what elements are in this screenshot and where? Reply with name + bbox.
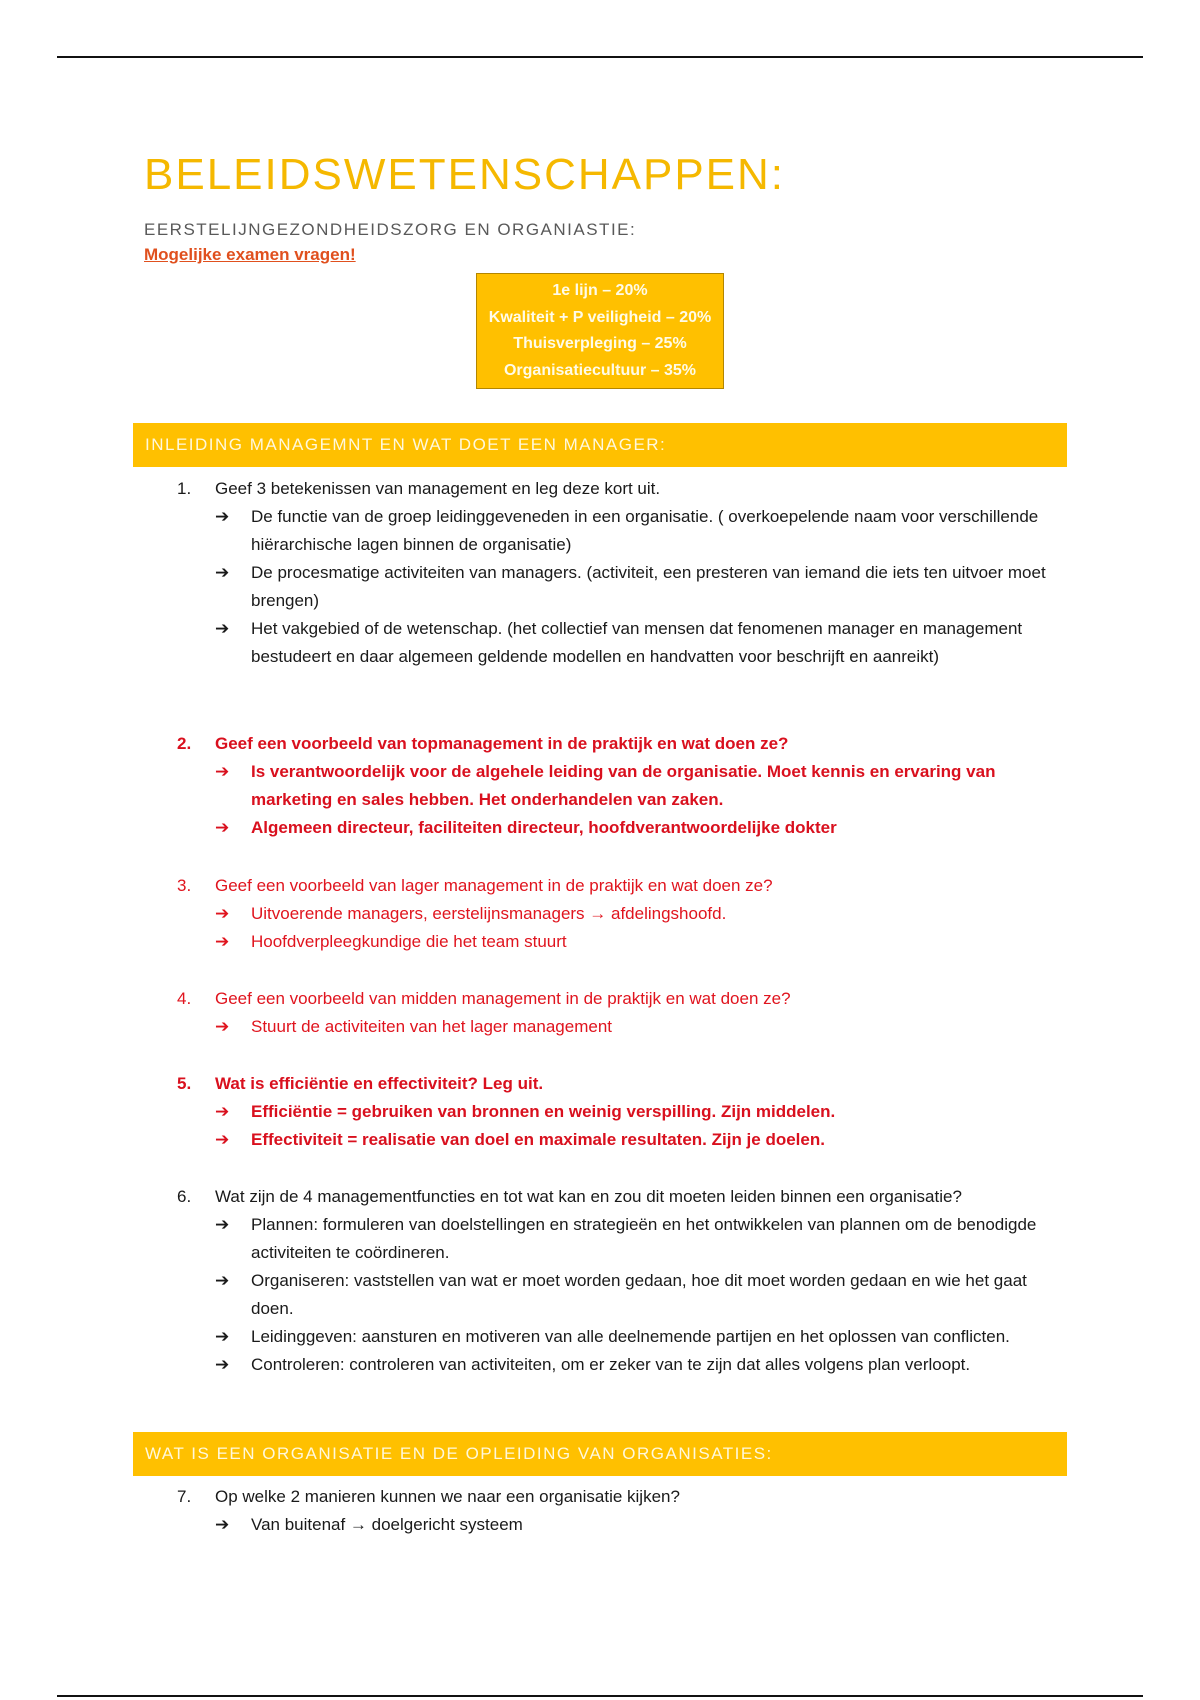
answer-text: Organiseren: vaststellen van wat er moet worden gedaan, hoe dit moet worden gedaan en wie het gaat doen. [251, 1271, 1027, 1318]
question-text: Geef een voorbeeld van midden management in de praktijk en wat doen ze? [215, 989, 791, 1008]
arrow-right-icon: ➔ [215, 1130, 230, 1149]
weight-item: Thuisverpleging – 25% [513, 335, 687, 353]
answer-text: De functie van de groep leidinggeveneden in een organisatie. ( overkoepelende naam voor verschillende hiërarchische lagen binnen de organisatie) [251, 507, 1039, 554]
answer-bullet [215, 758, 1071, 814]
arrow-right-icon: ➔ [215, 1327, 230, 1346]
answer-text: Van buitenaf → doelgericht systeem [251, 1515, 523, 1534]
answer-bullet [215, 503, 1071, 559]
arrow-right-icon: ➔ [215, 507, 230, 526]
question-item [177, 1183, 1085, 1379]
answer-bullet [215, 1267, 1071, 1323]
bottom-rule [57, 1695, 1143, 1697]
arrow-right-icon: ➔ [215, 1355, 230, 1374]
question-item [177, 730, 1085, 842]
arrow-right-icon: ➔ [215, 762, 230, 781]
answer-list [177, 1098, 1085, 1154]
answer-text: Het vakgebied of de wetenschap. (het collectief van mensen dat fenomenen manager en management bestudeert en daar algemeen geldende modellen en handvatten voor beschrijft en aanreikt) [251, 619, 1023, 666]
section-heading: INLEIDING MANAGEMNT EN WAT DOET EEN MANAGER: [133, 423, 1067, 467]
answer-bullet [215, 1351, 1071, 1379]
arrow-right-icon: ➔ [215, 1271, 230, 1290]
arrow-right-icon: ➔ [215, 932, 230, 951]
answer-bullet [215, 928, 1071, 956]
answer-list [177, 900, 1085, 956]
question-item [177, 1483, 1085, 1539]
question-text: Op welke 2 manieren kunnen we naar een organisatie kijken? [215, 1487, 680, 1506]
question-number: 2. [177, 734, 192, 753]
answer-text: Stuurt de activiteiten van het lager management [251, 1017, 612, 1036]
question-text: Wat zijn de 4 managementfuncties en tot wat kan en zou dit moeten leiden binnen een organisatie? [215, 1187, 962, 1206]
answer-text: Algemeen directeur, faciliteiten directeur, hoofdverantwoordelijke dokter [251, 818, 837, 837]
question-text: Geef 3 betekenissen van management en leg deze kort uit. [215, 479, 661, 498]
answer-list [177, 503, 1085, 671]
question-text: Geef een voorbeeld van topmanagement in de praktijk en wat doen ze? [215, 734, 789, 753]
arrow-right-icon: ➔ [215, 1215, 230, 1234]
question-text: Geef een voorbeeld van lager management in de praktijk en wat doen ze? [215, 876, 773, 895]
answer-text: Efficiëntie = gebruiken van bronnen en weinig verspilling. Zijn middelen. [251, 1102, 836, 1121]
exam-questions-label: Mogelijke examen vragen! [144, 245, 356, 264]
answer-list [177, 758, 1085, 842]
answer-bullet [215, 1013, 1071, 1041]
answer-text: Effectiviteit = realisatie van doel en maximale resultaten. Zijn je doelen. [251, 1130, 825, 1149]
section-heading: WAT IS EEN ORGANISATIE EN DE OPLEIDING VAN ORGANISATIES: [133, 1432, 1067, 1476]
question-item [177, 872, 1085, 956]
answer-bullet [215, 1511, 1071, 1539]
weight-item: 1e lijn – 20% [552, 282, 648, 300]
question-number: 6. [177, 1187, 192, 1206]
arrow-right-icon: ➔ [215, 619, 230, 638]
answer-text: Plannen: formuleren van doelstellingen en strategieën en het ontwikkelen van plannen om de benodigde activiteiten te coördineren. [251, 1215, 1037, 1262]
question-text: Wat is efficiëntie en effectiviteit? Leg uit. [215, 1074, 544, 1093]
page-subtitle: EERSTELIJNGEZONDHEIDSZORG EN ORGANIASTIE: [144, 220, 637, 239]
answer-bullet [215, 1126, 1071, 1154]
answer-text: De procesmatige activiteiten van managers. (activiteit, een presteren van iemand die iets ten uitvoer moet brengen) [251, 563, 1046, 610]
answer-bullet [215, 814, 1071, 842]
question-item [177, 985, 1085, 1041]
weight-item: Organisatiecultuur – 35% [503, 361, 697, 379]
question-number: 7. [177, 1487, 192, 1506]
answer-list [177, 1211, 1085, 1379]
answer-text: Uitvoerende managers, eerstelijnsmanagers → afdelingshoofd. [251, 904, 727, 923]
question-number: 3. [177, 876, 192, 895]
question-number: 4. [177, 989, 192, 1008]
answer-list [177, 1013, 1085, 1041]
arrow-right-icon: ➔ [215, 904, 230, 923]
arrow-right-icon: ➔ [215, 1017, 230, 1036]
answer-text: Leidinggeven: aansturen en motiveren van alle deelnemende partijen en het oplossen van conflicten. [251, 1327, 1010, 1346]
answer-bullet [215, 559, 1071, 615]
question-item [177, 1070, 1085, 1154]
answer-bullet [215, 1323, 1071, 1351]
answer-text: Is verantwoordelijk voor de algehele leiding van de organisatie. Moet kennis en ervaring van marketing en sales hebben. Het onderhandelen van zaken. [251, 762, 996, 809]
question-number: 1. [177, 479, 192, 498]
answer-bullet [215, 1098, 1071, 1126]
page-title: BELEIDSWETENSCHAPPEN: [144, 150, 786, 199]
answer-bullet [215, 615, 1071, 671]
weights-box [476, 273, 724, 389]
answer-text: Controleren: controleren van activiteiten, om er zeker van te zijn dat alles volgens plan verloopt. [251, 1355, 971, 1374]
answer-list [177, 1511, 1085, 1539]
answer-bullet [215, 1211, 1071, 1267]
weight-item: Kwaliteit + P veiligheid – 20% [488, 308, 712, 326]
arrow-right-icon: ➔ [215, 1102, 230, 1121]
arrow-right-icon: ➔ [215, 1515, 230, 1534]
answer-text: Hoofdverpleegkundige die het team stuurt [251, 932, 567, 951]
top-rule [57, 56, 1143, 58]
arrow-right-icon: ➔ [215, 818, 230, 837]
answer-bullet [215, 900, 1071, 928]
arrow-right-icon: ➔ [215, 563, 230, 582]
question-item [177, 475, 1085, 671]
question-number: 5. [177, 1074, 192, 1093]
